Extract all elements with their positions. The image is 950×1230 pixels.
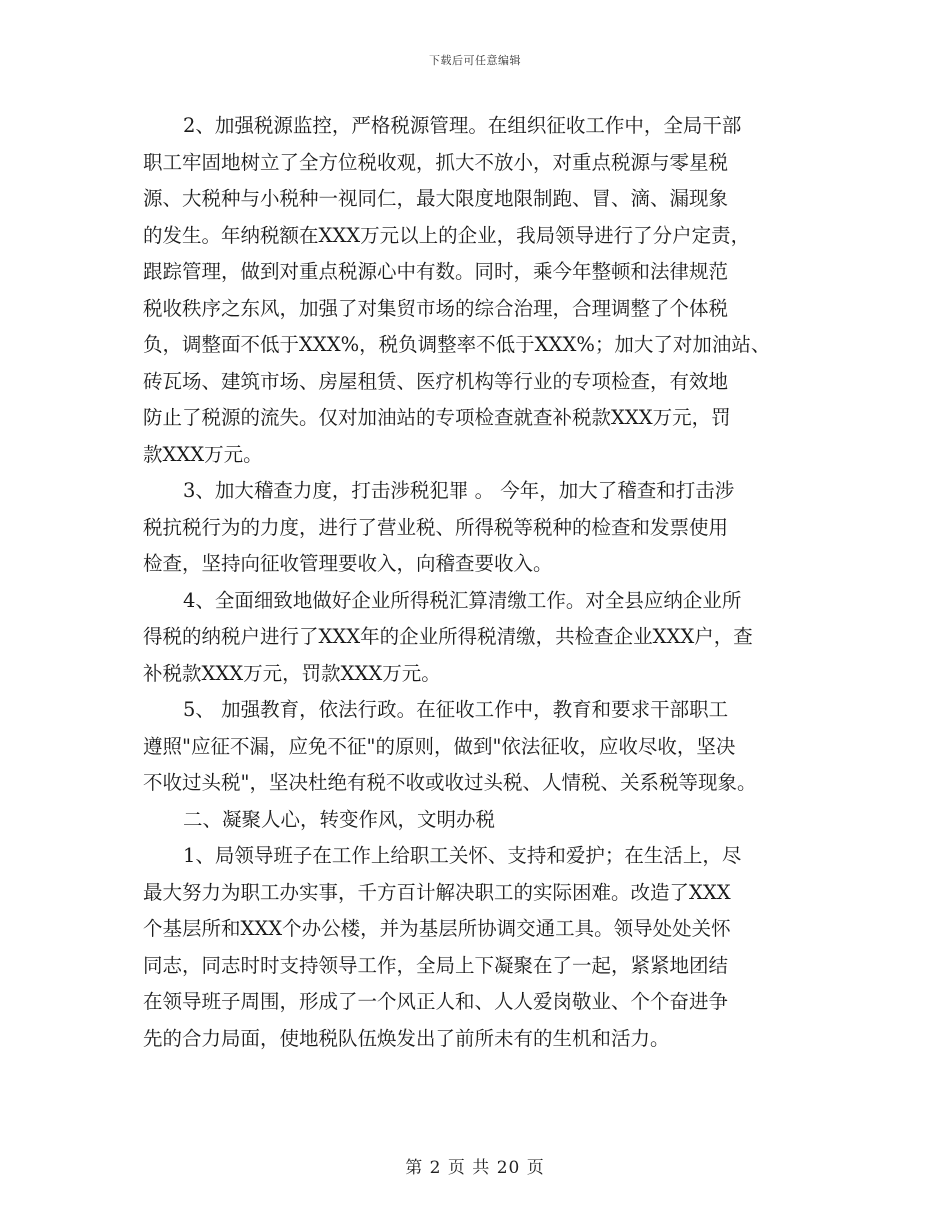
page-header: 下载后可任意编辑 [429,54,521,67]
text-line: 得税的纳税户进行了XXX年的企业所得税清缴，共检查企业XXX户，查 [143,625,753,648]
text-line: 源、大税种与小税种一视同仁，最大限度地限制跑、冒、滴、漏现象 [143,187,729,210]
text-line: 最大努力为职工办实事，千方百计解决职工的实际困难。改造了XXX [143,880,731,904]
text-line: 3、加大稽查力度，打击涉税犯罪 。 今年，加大了稽查和打击涉 [183,479,735,502]
text-line: 税收秩序之东风，加强了对集贸市场的综合治理，合理调整了个体税 [143,296,729,320]
text-line: 二、凝聚人心，转变作风，文明办税 [183,807,496,831]
document-body [143,108,823,1057]
text-line: 同志，同志时时支持领导工作，全局上下凝聚在了一起，紧紧地团结 [143,953,729,977]
text-line: 个基层所和XXX个办公楼，并为基层所协调交通工具。领导处处关怀 [143,917,731,940]
text-line: 检查，坚持向征收管理要收入，向稽查要收入。 [143,552,553,575]
text-line: 砖瓦场、建筑市场、房屋租赁、医疗机构等行业的专项检查，有效地 [143,369,729,393]
text-line: 在领导班子周围，形成了一个风正人和、人人爱岗敬业、个个奋进争 [143,990,729,1013]
text-line: 防止了税源的流失。仅对加油站的专项检查就查补税款XXX万元，罚 [143,406,731,429]
text-line: 先的合力局面，使地税队伍焕发出了前所未有的生机和活力。 [143,1026,670,1050]
text-line: 税抗税行为的力度，进行了营业税、所得税等税种的检查和发票使用 [143,515,729,539]
text-line: 4、全面细致地做好企业所得税汇算清缴工作。对全县应纳企业所 [183,588,742,612]
text-line: 负，调整面不低于XXX%，税负调整率不低于XXX%；加大了对加油站、 [143,333,771,356]
text-line: 1、局领导班子在工作上给职工关怀、支持和爱护；在生活上，尽 [183,844,742,867]
text-line: 不收过头税"，坚决杜绝有税不收或收过头税、人情税、关系税等现象。 [143,771,757,794]
text-line: 遵照"应征不漏，应免不征"的原则，做到"依法征收，应收尽收，坚决 [143,734,736,758]
text-line: 5、 加强教育，依法行政。在征收工作中，教育和要求干部职工 [183,698,729,721]
text-line: 2、加强税源监控，严格税源管理。在组织征收工作中，全局干部 [183,114,742,137]
text-line: 跟踪管理，做到对重点税源心中有数。同时，乘今年整顿和法律规范 [143,260,729,283]
text-line: 的发生。年纳税额在XXX万元以上的企业，我局领导进行了分户定责， [143,223,751,247]
text-line: 款XXX万元。 [143,442,263,466]
page-number: 第 2 页 共 20 页 [405,1158,545,1178]
text-line: 职工牢固地树立了全方位税收观，抓大不放小，对重点税源与零星税 [143,150,729,174]
text-line: 补税款XXX万元，罚款XXX万元。 [143,661,441,685]
